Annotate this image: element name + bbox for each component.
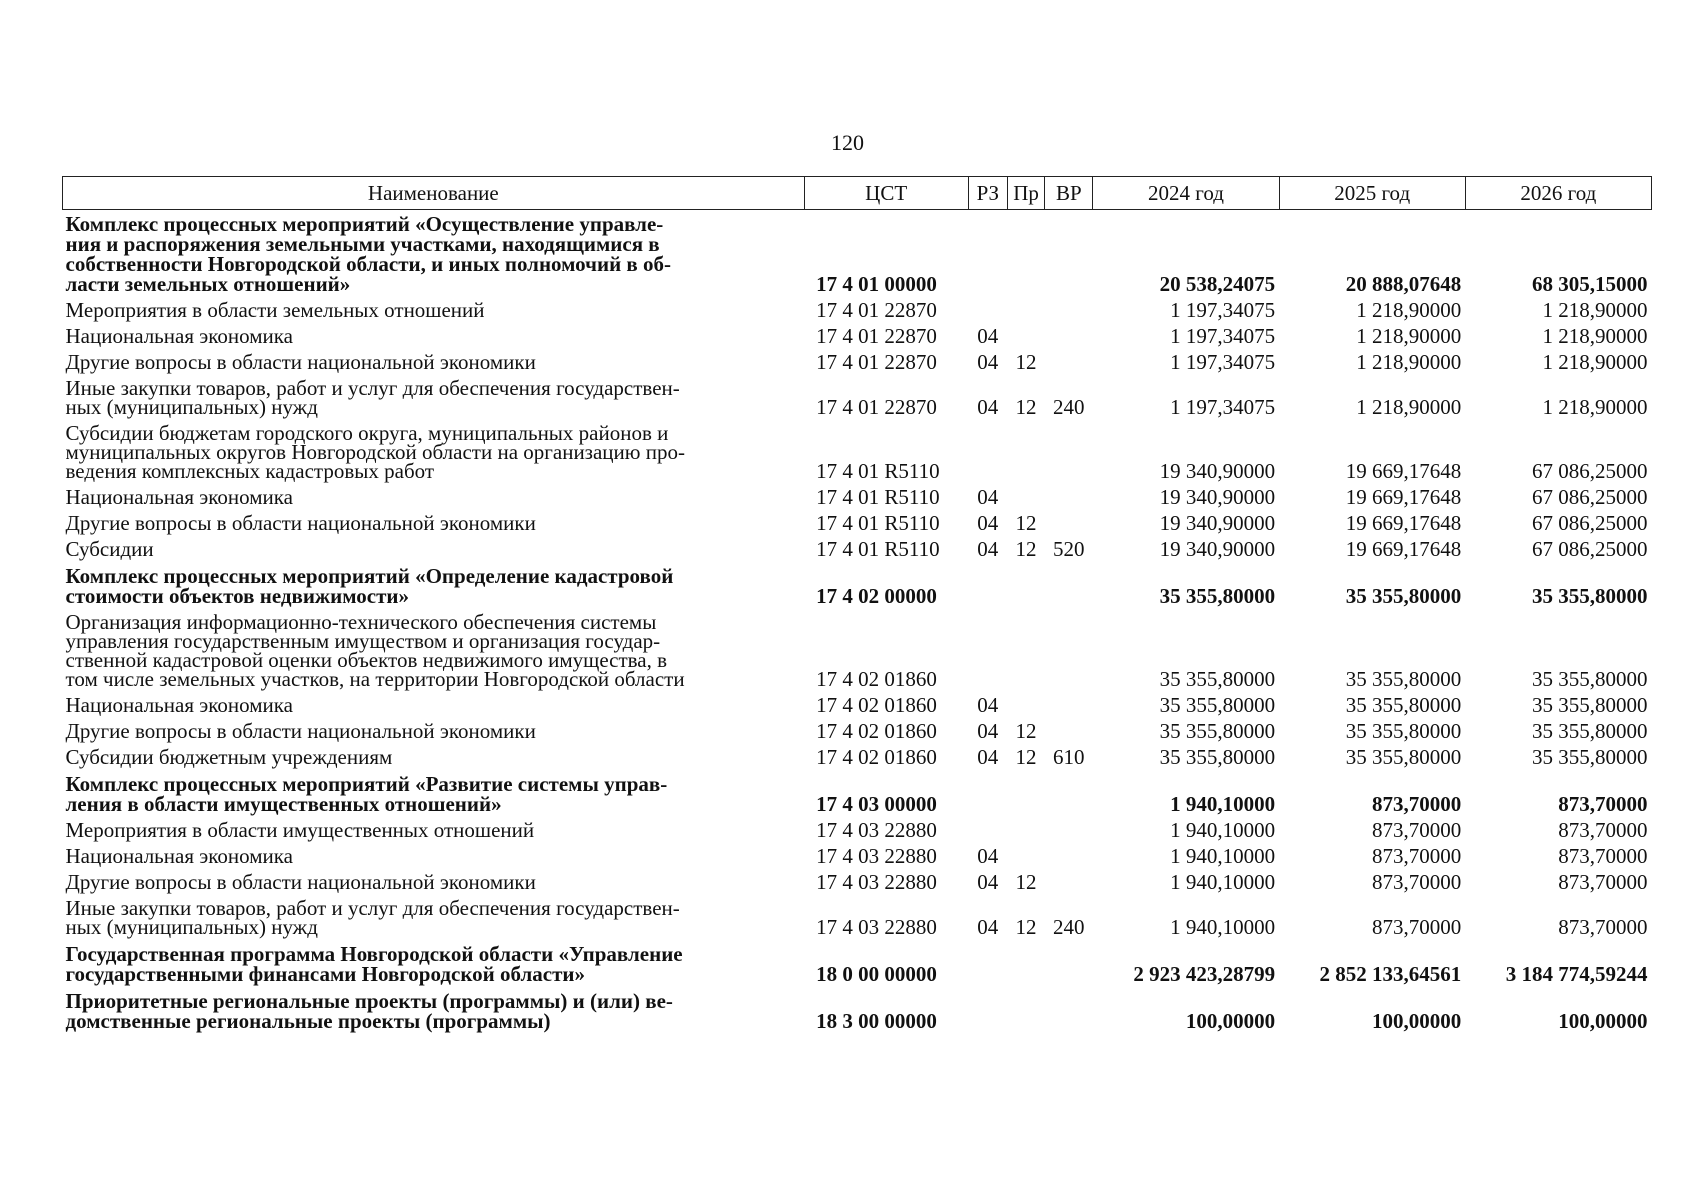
cell-rz: 04 [977, 511, 999, 535]
cell-name: Другие вопросы в области национальной экономики [65, 719, 536, 743]
table-row [63, 869, 1652, 895]
table-row [63, 718, 1652, 744]
cell-name: Организация информационно-технического обеспечения системы управления государственным имуществом и организация государ- ственной кадастровой оценки объектов недвижимого имущества, в том числе земельных участков, на территории Новгородской области [65, 610, 685, 691]
cell-2025: 1 218,90000 [1356, 298, 1462, 322]
table-row [63, 210, 1652, 298]
table-row [63, 297, 1652, 323]
cell-vr [1045, 718, 1093, 744]
table-row [63, 843, 1652, 869]
table-header-row [63, 177, 1652, 210]
cell-name: Другие вопросы в области национальной экономики [65, 350, 536, 374]
cell-2026: 67 086,25000 [1532, 459, 1648, 483]
cell-pr [1007, 562, 1044, 609]
cell-2024: 19 340,90000 [1159, 511, 1276, 535]
cell-name: Мероприятия в области имущественных отношений [65, 818, 535, 842]
cell-cst: 17 4 01 22870 [816, 324, 937, 348]
cell-vr [1045, 420, 1093, 484]
cell-rz [968, 987, 1007, 1034]
cell-2024: 35 355,80000 [1159, 584, 1276, 608]
cell-rz [968, 210, 1007, 298]
cell-name: Другие вопросы в области национальной экономики [65, 511, 536, 535]
cell-2025: 873,70000 [1372, 818, 1462, 842]
cell-name: Комплекс процессных мероприятий «Определение кадастровой стоимости объектов недвижимости» [65, 564, 674, 608]
cell-vr: 240 [1053, 915, 1085, 939]
cell-rz [968, 562, 1007, 609]
cell-2026: 873,70000 [1558, 818, 1648, 842]
cell-cst: 17 4 03 22880 [816, 818, 937, 842]
cell-2026: 68 305,15000 [1532, 272, 1648, 296]
cell-vr [1045, 510, 1093, 536]
cell-2024: 19 340,90000 [1159, 459, 1276, 483]
cell-rz: 04 [977, 350, 999, 374]
table-row [63, 895, 1652, 940]
cell-name: Субсидии [65, 537, 154, 561]
cell-vr [1045, 210, 1093, 298]
cell-cst: 17 4 02 00000 [816, 584, 937, 608]
cell-name: Государственная программа Новгородской области «Управление государственными финансами Новгородской области» [65, 942, 683, 986]
header-pr: Пр [1007, 177, 1044, 210]
cell-name: Национальная экономика [65, 693, 293, 717]
cell-2024: 1 940,10000 [1170, 915, 1276, 939]
header-name: Наименование [63, 177, 805, 210]
table-row [63, 940, 1652, 987]
cell-2026: 35 355,80000 [1532, 745, 1648, 769]
cell-pr: 12 [1015, 870, 1037, 894]
cell-pr: 12 [1015, 537, 1037, 561]
cell-vr [1045, 843, 1093, 869]
cell-pr [1007, 817, 1044, 843]
cell-pr [1007, 940, 1044, 987]
cell-vr [1045, 869, 1093, 895]
cell-pr: 12 [1015, 745, 1037, 769]
cell-rz: 04 [977, 485, 999, 509]
cell-2025: 35 355,80000 [1345, 667, 1462, 691]
cell-cst: 17 4 02 01860 [816, 667, 937, 691]
table-row [63, 987, 1652, 1034]
cell-pr: 12 [1015, 395, 1037, 419]
cell-2025: 19 669,17648 [1345, 537, 1462, 561]
cell-2024: 1 197,34075 [1170, 350, 1276, 374]
cell-rz [968, 817, 1007, 843]
cell-rz: 04 [977, 870, 999, 894]
cell-name: Другие вопросы в области национальной экономики [65, 870, 536, 894]
cell-2025: 100,00000 [1372, 1009, 1462, 1033]
cell-cst: 17 4 01 R5110 [816, 459, 940, 483]
cell-cst: 17 4 03 22880 [816, 915, 937, 939]
cell-2025: 19 669,17648 [1345, 511, 1462, 535]
cell-vr [1045, 609, 1093, 692]
cell-rz [968, 420, 1007, 484]
cell-cst: 18 0 00 00000 [816, 962, 937, 986]
cell-name: Комплекс процессных мероприятий «Развитие системы управ- ления в области имущественных отношений» [65, 772, 668, 816]
cell-rz: 04 [977, 745, 999, 769]
cell-2024: 35 355,80000 [1159, 745, 1276, 769]
cell-cst: 17 4 01 22870 [816, 298, 937, 322]
cell-rz: 04 [977, 324, 999, 348]
header-vr: ВР [1045, 177, 1093, 210]
cell-cst: 17 4 01 R5110 [816, 485, 940, 509]
cell-vr: 520 [1053, 537, 1085, 561]
cell-vr: 240 [1053, 395, 1085, 419]
cell-2024: 1 940,10000 [1170, 792, 1276, 816]
table-row [63, 484, 1652, 510]
cell-name: Субсидии бюджетным учреждениям [65, 745, 393, 769]
header-cst: ЦСТ [804, 177, 968, 210]
cell-cst: 17 4 01 00000 [816, 272, 937, 296]
cell-rz: 04 [977, 719, 999, 743]
cell-2024: 19 340,90000 [1159, 537, 1276, 561]
cell-2025: 1 218,90000 [1356, 395, 1462, 419]
cell-2026: 67 086,25000 [1532, 537, 1648, 561]
table-row [63, 349, 1652, 375]
cell-rz [968, 297, 1007, 323]
cell-name: Иные закупки товаров, работ и услуг для обеспечения государствен- ных (муниципальных) нужд [65, 896, 680, 939]
header-2024: 2024 год [1093, 177, 1279, 210]
cell-cst: 17 4 01 R5110 [816, 511, 940, 535]
cell-2025: 20 888,07648 [1345, 272, 1462, 296]
cell-rz [968, 770, 1007, 817]
cell-vr [1045, 297, 1093, 323]
cell-2026: 1 218,90000 [1542, 298, 1648, 322]
cell-pr [1007, 609, 1044, 692]
cell-pr [1007, 210, 1044, 298]
cell-2026: 873,70000 [1558, 844, 1648, 868]
cell-2024: 35 355,80000 [1159, 667, 1276, 691]
cell-pr: 12 [1015, 511, 1037, 535]
table-row [63, 609, 1652, 692]
table-row [63, 420, 1652, 484]
cell-2026: 873,70000 [1558, 870, 1648, 894]
cell-2026: 35 355,80000 [1532, 719, 1648, 743]
cell-pr [1007, 692, 1044, 718]
cell-cst: 17 4 03 00000 [816, 792, 937, 816]
table-row [63, 770, 1652, 817]
cell-2026: 873,70000 [1558, 792, 1648, 816]
cell-2025: 19 669,17648 [1345, 485, 1462, 509]
cell-2025: 873,70000 [1372, 870, 1462, 894]
cell-name: Комплекс процессных мероприятий «Осуществление управле- ния и распоряжения земельными участками, находящимися в собственности Новгородской области, и иных полномочий в об- ласти земельных отношений» [65, 212, 672, 296]
cell-vr [1045, 323, 1093, 349]
cell-name: Национальная экономика [65, 485, 293, 509]
cell-2026: 100,00000 [1558, 1009, 1648, 1033]
header-2025: 2025 год [1279, 177, 1465, 210]
page-number: 120 [831, 130, 864, 155]
cell-pr [1007, 420, 1044, 484]
cell-rz: 04 [977, 844, 999, 868]
cell-cst: 17 4 02 01860 [816, 719, 937, 743]
table-row [63, 510, 1652, 536]
cell-2026: 35 355,80000 [1532, 693, 1648, 717]
cell-name: Национальная экономика [65, 324, 293, 348]
cell-2026: 1 218,90000 [1542, 395, 1648, 419]
cell-pr: 12 [1015, 915, 1037, 939]
cell-rz: 04 [977, 395, 999, 419]
table-body [63, 210, 1652, 1035]
cell-rz: 04 [977, 537, 999, 561]
cell-2024: 1 197,34075 [1170, 324, 1276, 348]
table-row [63, 817, 1652, 843]
table-row [63, 375, 1652, 420]
cell-2025: 35 355,80000 [1345, 745, 1462, 769]
cell-name: Национальная экономика [65, 844, 293, 868]
cell-2025: 19 669,17648 [1345, 459, 1462, 483]
cell-2025: 1 218,90000 [1356, 350, 1462, 374]
cell-pr: 12 [1015, 719, 1037, 743]
cell-pr [1007, 323, 1044, 349]
cell-pr [1007, 484, 1044, 510]
cell-2024: 2 923 423,28799 [1133, 962, 1276, 986]
cell-2026: 873,70000 [1558, 915, 1648, 939]
cell-2026: 3 184 774,59244 [1505, 962, 1648, 986]
header-rz: РЗ [968, 177, 1007, 210]
cell-2025: 2 852 133,64561 [1319, 962, 1462, 986]
cell-name: Иные закупки товаров, работ и услуг для обеспечения государствен- ных (муниципальных) нужд [65, 376, 680, 419]
cell-vr [1045, 349, 1093, 375]
cell-vr [1045, 692, 1093, 718]
cell-2025: 1 218,90000 [1356, 324, 1462, 348]
cell-cst: 17 4 01 R5110 [816, 537, 940, 561]
cell-vr [1045, 770, 1093, 817]
cell-cst: 17 4 02 01860 [816, 693, 937, 717]
cell-2026: 1 218,90000 [1542, 324, 1648, 348]
cell-2024: 35 355,80000 [1159, 719, 1276, 743]
cell-rz [968, 609, 1007, 692]
cell-pr [1007, 843, 1044, 869]
cell-rz: 04 [977, 915, 999, 939]
cell-pr [1007, 770, 1044, 817]
cell-cst: 18 3 00 00000 [816, 1009, 937, 1033]
cell-2024: 19 340,90000 [1159, 485, 1276, 509]
cell-2025: 873,70000 [1372, 915, 1462, 939]
cell-vr [1045, 817, 1093, 843]
cell-name: Мероприятия в области земельных отношений [65, 298, 485, 322]
table-row [63, 692, 1652, 718]
cell-2024: 1 940,10000 [1170, 844, 1276, 868]
cell-rz: 04 [977, 693, 999, 717]
cell-cst: 17 4 01 22870 [816, 395, 937, 419]
cell-2024: 20 538,24075 [1159, 272, 1276, 296]
cell-2024: 1 197,34075 [1170, 298, 1276, 322]
cell-rz [968, 940, 1007, 987]
cell-2025: 35 355,80000 [1345, 719, 1462, 743]
cell-pr [1007, 297, 1044, 323]
cell-2024: 1 940,10000 [1170, 870, 1276, 894]
cell-pr: 12 [1015, 350, 1037, 374]
cell-2025: 873,70000 [1372, 792, 1462, 816]
cell-2026: 35 355,80000 [1532, 584, 1648, 608]
cell-cst: 17 4 02 01860 [816, 745, 937, 769]
cell-vr [1045, 562, 1093, 609]
cell-pr [1007, 987, 1044, 1034]
cell-2025: 35 355,80000 [1345, 693, 1462, 717]
cell-2025: 873,70000 [1372, 844, 1462, 868]
cell-name: Приоритетные региональные проекты (программы) и (или) ве- домственные региональные проекты (программы) [65, 989, 673, 1033]
cell-vr [1045, 940, 1093, 987]
cell-cst: 17 4 03 22880 [816, 870, 937, 894]
cell-2025: 35 355,80000 [1345, 584, 1462, 608]
cell-2026: 35 355,80000 [1532, 667, 1648, 691]
table-row [63, 562, 1652, 609]
budget-table [62, 176, 1652, 1034]
cell-2024: 1 940,10000 [1170, 818, 1276, 842]
cell-2026: 67 086,25000 [1532, 485, 1648, 509]
table-row [63, 744, 1652, 770]
cell-cst: 17 4 01 22870 [816, 350, 937, 374]
table-row [63, 536, 1652, 562]
cell-2024: 35 355,80000 [1159, 693, 1276, 717]
cell-vr: 610 [1053, 745, 1085, 769]
cell-name: Субсидии бюджетам городского округа, муниципальных районов и муниципальных округов Новгородской области на организацию про- ведения комплексных кадастровых работ [65, 421, 685, 483]
table-row [63, 323, 1652, 349]
cell-vr [1045, 987, 1093, 1034]
cell-2024: 100,00000 [1185, 1009, 1276, 1033]
cell-cst: 17 4 03 22880 [816, 844, 937, 868]
cell-vr [1045, 484, 1093, 510]
cell-2024: 1 197,34075 [1170, 395, 1276, 419]
header-2026: 2026 год [1465, 177, 1651, 210]
cell-2026: 67 086,25000 [1532, 511, 1648, 535]
cell-2026: 1 218,90000 [1542, 350, 1648, 374]
